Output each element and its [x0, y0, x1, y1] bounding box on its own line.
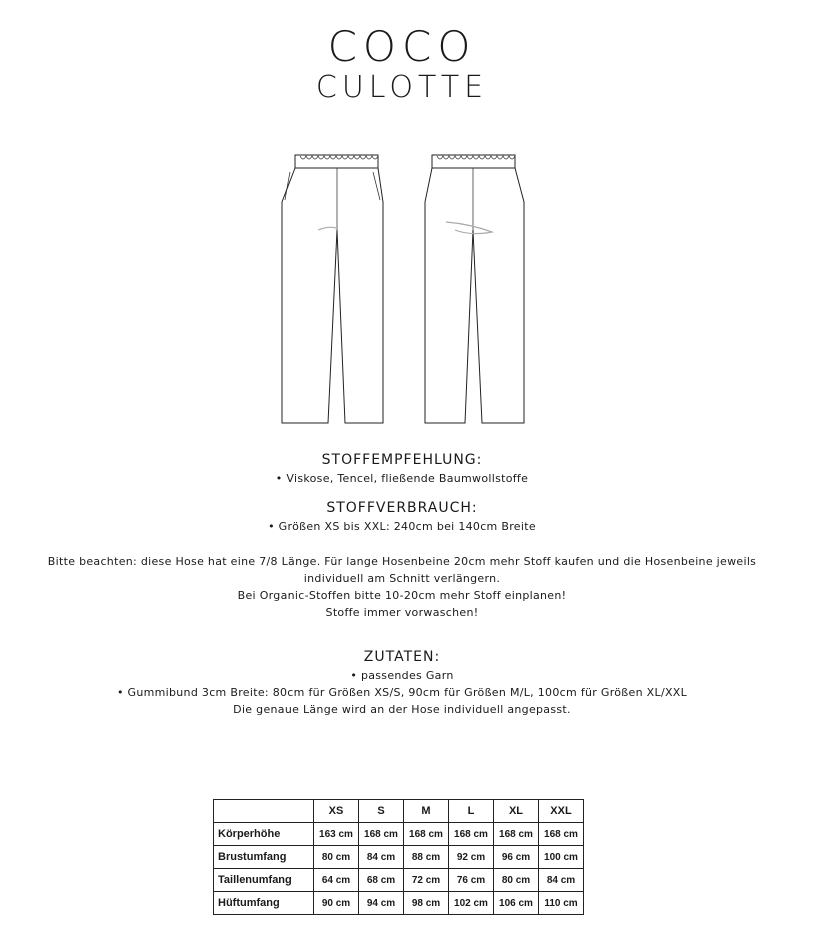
row-label: Taillenumfang: [214, 869, 314, 892]
technical-drawings: [270, 140, 540, 430]
note-line-3: Bei Organic-Stoffen bitte 10-20cm mehr Stoff einplanen!: [237, 589, 567, 602]
size-table-header-row: [214, 800, 584, 823]
table-cell: 168 cm: [404, 823, 449, 846]
table-row: [214, 823, 584, 846]
size-header: XS: [314, 800, 359, 823]
notions-line-3: Die genaue Länge wird an der Hose individuell angepasst.: [233, 703, 571, 716]
fabric-heading: STOFFEMPFEHLUNG:: [321, 452, 483, 468]
size-header: XL: [494, 800, 539, 823]
row-label: Brustumfang: [214, 846, 314, 869]
table-row: [214, 892, 584, 915]
table-cell: 96 cm: [494, 846, 539, 869]
notions-line-2: • Gummibund 3cm Breite: 80cm für Größen XS/S, 90cm für Größen M/L, 100cm für Größen XL/XXL: [116, 686, 688, 699]
table-cell: 168 cm: [449, 823, 494, 846]
table-row: [214, 869, 584, 892]
pattern-subtitle: CULOTTE: [315, 70, 489, 105]
note-line-1: Bitte beachten: diese Hose hat eine 7/8 Länge. Für lange Hosenbeine 20cm mehr Stoff kaufen und die Hosenbeine jeweils: [47, 555, 757, 568]
table-cell: 68 cm: [359, 869, 404, 892]
table-cell: 94 cm: [359, 892, 404, 915]
pattern-title: COCO: [327, 22, 477, 71]
note-line-4: Stoffe immer vorwaschen!: [325, 606, 479, 619]
size-header: [214, 800, 314, 823]
table-row: [214, 846, 584, 869]
consumption-heading: STOFFVERBRAUCH:: [326, 500, 478, 516]
notions-heading: ZUTATEN:: [363, 649, 441, 665]
table-cell: 80 cm: [494, 869, 539, 892]
table-cell: 84 cm: [539, 869, 584, 892]
table-cell: 92 cm: [449, 846, 494, 869]
front-view-drawing: [282, 155, 383, 423]
size-header: M: [404, 800, 449, 823]
back-view-drawing: [425, 155, 524, 423]
size-table: [213, 799, 584, 915]
table-cell: 84 cm: [359, 846, 404, 869]
table-cell: 76 cm: [449, 869, 494, 892]
table-cell: 168 cm: [359, 823, 404, 846]
table-cell: 90 cm: [314, 892, 359, 915]
size-header: L: [449, 800, 494, 823]
table-cell: 100 cm: [539, 846, 584, 869]
row-label: Körperhöhe: [214, 823, 314, 846]
size-header: XXL: [539, 800, 584, 823]
table-cell: 72 cm: [404, 869, 449, 892]
notions-line-1: • passendes Garn: [350, 669, 454, 682]
note-line-2: individuell am Schnitt verlängern.: [303, 572, 501, 585]
table-cell: 106 cm: [494, 892, 539, 915]
table-cell: 168 cm: [539, 823, 584, 846]
fabric-recommendation: • Viskose, Tencel, fließende Baumwollstoffe: [275, 472, 529, 485]
table-cell: 163 cm: [314, 823, 359, 846]
row-label: Hüftumfang: [214, 892, 314, 915]
table-cell: 102 cm: [449, 892, 494, 915]
table-cell: 98 cm: [404, 892, 449, 915]
size-header: S: [359, 800, 404, 823]
table-cell: 64 cm: [314, 869, 359, 892]
table-cell: 168 cm: [494, 823, 539, 846]
table-cell: 110 cm: [539, 892, 584, 915]
consumption-text: • Größen XS bis XXL: 240cm bei 140cm Breite: [268, 520, 536, 533]
table-cell: 88 cm: [404, 846, 449, 869]
table-cell: 80 cm: [314, 846, 359, 869]
